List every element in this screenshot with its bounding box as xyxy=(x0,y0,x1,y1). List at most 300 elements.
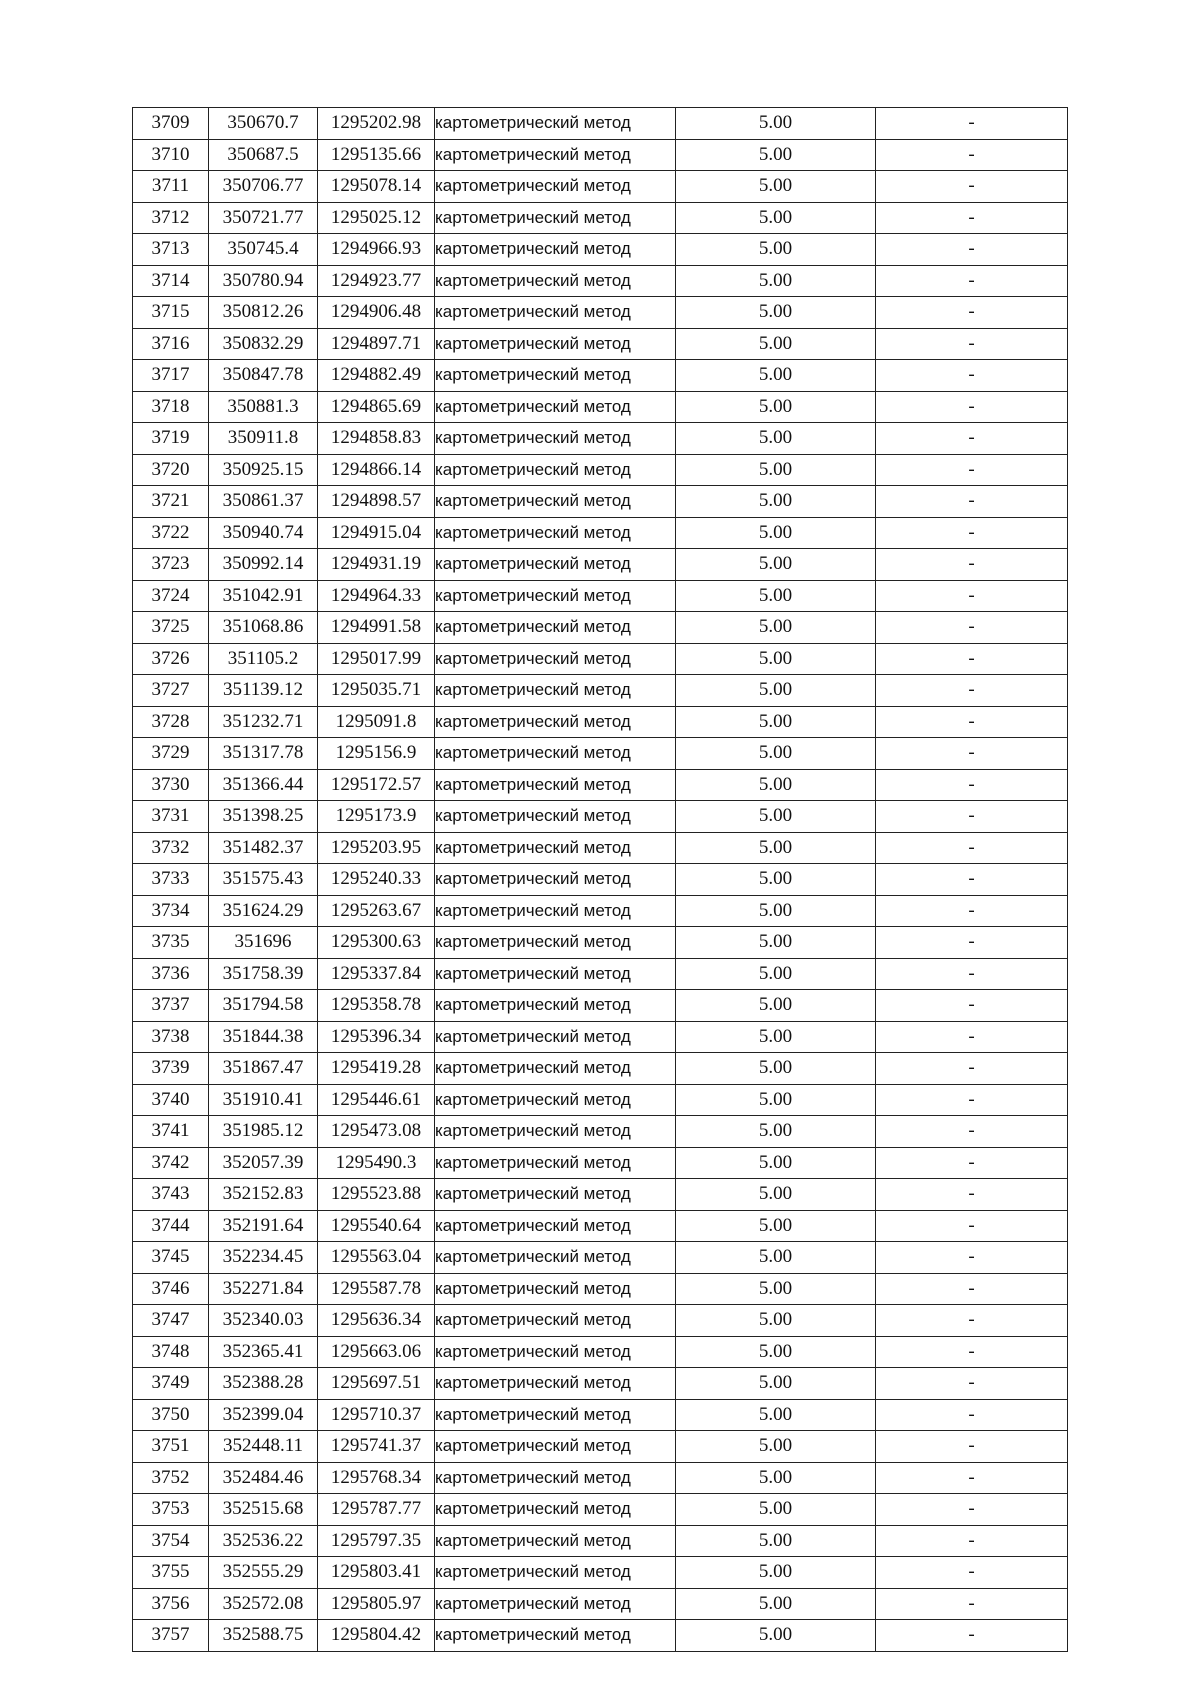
description-cell: - xyxy=(876,328,1068,360)
x-coordinate-cell: 352191.64 xyxy=(209,1210,318,1242)
y-coordinate-cell: 1295710.37 xyxy=(318,1399,435,1431)
accuracy-cell: 5.00 xyxy=(676,202,876,234)
point-number-cell: 3721 xyxy=(133,486,209,518)
method-cell: картометрический метод xyxy=(435,1147,676,1179)
table-row xyxy=(133,454,1068,486)
point-number-cell: 3744 xyxy=(133,1210,209,1242)
accuracy-cell: 5.00 xyxy=(676,1053,876,1085)
y-coordinate-cell: 1295172.57 xyxy=(318,769,435,801)
accuracy-cell: 5.00 xyxy=(676,108,876,140)
method-cell: картометрический метод xyxy=(435,1021,676,1053)
table-row xyxy=(133,1368,1068,1400)
table-row xyxy=(133,1431,1068,1463)
accuracy-cell: 5.00 xyxy=(676,1399,876,1431)
method-cell: картометрический метод xyxy=(435,1525,676,1557)
description-cell: - xyxy=(876,454,1068,486)
point-number-cell: 3716 xyxy=(133,328,209,360)
method-cell: картометрический метод xyxy=(435,1179,676,1211)
point-number-cell: 3755 xyxy=(133,1557,209,1589)
method-cell: картометрический метод xyxy=(435,1273,676,1305)
description-cell: - xyxy=(876,1084,1068,1116)
x-coordinate-cell: 351910.41 xyxy=(209,1084,318,1116)
table-row xyxy=(133,1116,1068,1148)
table-row xyxy=(133,1021,1068,1053)
point-number-cell: 3732 xyxy=(133,832,209,864)
x-coordinate-cell: 351398.25 xyxy=(209,801,318,833)
y-coordinate-cell: 1295803.41 xyxy=(318,1557,435,1589)
y-coordinate-cell: 1295540.64 xyxy=(318,1210,435,1242)
accuracy-cell: 5.00 xyxy=(676,517,876,549)
table-row xyxy=(133,738,1068,770)
point-number-cell: 3724 xyxy=(133,580,209,612)
accuracy-cell: 5.00 xyxy=(676,171,876,203)
y-coordinate-cell: 1295419.28 xyxy=(318,1053,435,1085)
accuracy-cell: 5.00 xyxy=(676,1588,876,1620)
table-row xyxy=(133,108,1068,140)
table-row xyxy=(133,643,1068,675)
accuracy-cell: 5.00 xyxy=(676,832,876,864)
y-coordinate-cell: 1295587.78 xyxy=(318,1273,435,1305)
y-coordinate-cell: 1295805.97 xyxy=(318,1588,435,1620)
description-cell: - xyxy=(876,927,1068,959)
x-coordinate-cell: 350745.4 xyxy=(209,234,318,266)
table-row xyxy=(133,958,1068,990)
method-cell: картометрический метод xyxy=(435,958,676,990)
table-row xyxy=(133,1242,1068,1274)
method-cell: картометрический метод xyxy=(435,927,676,959)
y-coordinate-cell: 1295797.35 xyxy=(318,1525,435,1557)
method-cell: картометрический метод xyxy=(435,675,676,707)
accuracy-cell: 5.00 xyxy=(676,643,876,675)
method-cell: картометрический метод xyxy=(435,265,676,297)
x-coordinate-cell: 350881.3 xyxy=(209,391,318,423)
method-cell: картометрический метод xyxy=(435,234,676,266)
method-cell: картометрический метод xyxy=(435,1336,676,1368)
point-number-cell: 3752 xyxy=(133,1462,209,1494)
description-cell: - xyxy=(876,1336,1068,1368)
table-row xyxy=(133,1588,1068,1620)
method-cell: картометрический метод xyxy=(435,171,676,203)
x-coordinate-cell: 351482.37 xyxy=(209,832,318,864)
description-cell: - xyxy=(876,769,1068,801)
accuracy-cell: 5.00 xyxy=(676,1462,876,1494)
x-coordinate-cell: 351575.43 xyxy=(209,864,318,896)
description-cell: - xyxy=(876,580,1068,612)
table-row xyxy=(133,1147,1068,1179)
y-coordinate-cell: 1295025.12 xyxy=(318,202,435,234)
table-row xyxy=(133,1462,1068,1494)
x-coordinate-cell: 351985.12 xyxy=(209,1116,318,1148)
description-cell: - xyxy=(876,423,1068,455)
description-cell: - xyxy=(876,990,1068,1022)
x-coordinate-cell: 352271.84 xyxy=(209,1273,318,1305)
y-coordinate-cell: 1295636.34 xyxy=(318,1305,435,1337)
description-cell: - xyxy=(876,1242,1068,1274)
x-coordinate-cell: 352588.75 xyxy=(209,1620,318,1652)
description-cell: - xyxy=(876,517,1068,549)
description-cell: - xyxy=(876,612,1068,644)
y-coordinate-cell: 1294923.77 xyxy=(318,265,435,297)
point-number-cell: 3731 xyxy=(133,801,209,833)
description-cell: - xyxy=(876,108,1068,140)
x-coordinate-cell: 351758.39 xyxy=(209,958,318,990)
table-row xyxy=(133,1273,1068,1305)
accuracy-cell: 5.00 xyxy=(676,486,876,518)
x-coordinate-cell: 350940.74 xyxy=(209,517,318,549)
description-cell: - xyxy=(876,706,1068,738)
accuracy-cell: 5.00 xyxy=(676,958,876,990)
accuracy-cell: 5.00 xyxy=(676,580,876,612)
method-cell: картометрический метод xyxy=(435,738,676,770)
point-number-cell: 3735 xyxy=(133,927,209,959)
x-coordinate-cell: 350861.37 xyxy=(209,486,318,518)
method-cell: картометрический метод xyxy=(435,1305,676,1337)
table-row xyxy=(133,1557,1068,1589)
x-coordinate-cell: 350911.8 xyxy=(209,423,318,455)
accuracy-cell: 5.00 xyxy=(676,1210,876,1242)
y-coordinate-cell: 1295337.84 xyxy=(318,958,435,990)
point-number-cell: 3736 xyxy=(133,958,209,990)
description-cell: - xyxy=(876,265,1068,297)
method-cell: картометрический метод xyxy=(435,139,676,171)
description-cell: - xyxy=(876,549,1068,581)
x-coordinate-cell: 352555.29 xyxy=(209,1557,318,1589)
table-row xyxy=(133,391,1068,423)
description-cell: - xyxy=(876,1210,1068,1242)
description-cell: - xyxy=(876,1305,1068,1337)
description-cell: - xyxy=(876,801,1068,833)
point-number-cell: 3725 xyxy=(133,612,209,644)
description-cell: - xyxy=(876,139,1068,171)
table-row xyxy=(133,927,1068,959)
point-number-cell: 3737 xyxy=(133,990,209,1022)
x-coordinate-cell: 352057.39 xyxy=(209,1147,318,1179)
point-number-cell: 3714 xyxy=(133,265,209,297)
description-cell: - xyxy=(876,675,1068,707)
description-cell: - xyxy=(876,1557,1068,1589)
description-cell: - xyxy=(876,1147,1068,1179)
x-coordinate-cell: 350687.5 xyxy=(209,139,318,171)
method-cell: картометрический метод xyxy=(435,612,676,644)
coordinates-table xyxy=(132,107,1068,1652)
table-row xyxy=(133,612,1068,644)
method-cell: картометрический метод xyxy=(435,108,676,140)
method-cell: картометрический метод xyxy=(435,1399,676,1431)
accuracy-cell: 5.00 xyxy=(676,1242,876,1274)
point-number-cell: 3717 xyxy=(133,360,209,392)
table-row xyxy=(133,706,1068,738)
table-row xyxy=(133,864,1068,896)
y-coordinate-cell: 1295523.88 xyxy=(318,1179,435,1211)
point-number-cell: 3720 xyxy=(133,454,209,486)
method-cell: картометрический метод xyxy=(435,1116,676,1148)
accuracy-cell: 5.00 xyxy=(676,675,876,707)
accuracy-cell: 5.00 xyxy=(676,1179,876,1211)
description-cell: - xyxy=(876,1620,1068,1652)
point-number-cell: 3743 xyxy=(133,1179,209,1211)
description-cell: - xyxy=(876,1431,1068,1463)
x-coordinate-cell: 352484.46 xyxy=(209,1462,318,1494)
description-cell: - xyxy=(876,391,1068,423)
accuracy-cell: 5.00 xyxy=(676,990,876,1022)
table-row xyxy=(133,1620,1068,1652)
x-coordinate-cell: 352448.11 xyxy=(209,1431,318,1463)
coordinates-table-body xyxy=(133,108,1068,1652)
accuracy-cell: 5.00 xyxy=(676,927,876,959)
point-number-cell: 3745 xyxy=(133,1242,209,1274)
y-coordinate-cell: 1295203.95 xyxy=(318,832,435,864)
description-cell: - xyxy=(876,171,1068,203)
method-cell: картометрический метод xyxy=(435,801,676,833)
point-number-cell: 3734 xyxy=(133,895,209,927)
y-coordinate-cell: 1295787.77 xyxy=(318,1494,435,1526)
x-coordinate-cell: 350847.78 xyxy=(209,360,318,392)
description-cell: - xyxy=(876,1021,1068,1053)
x-coordinate-cell: 350706.77 xyxy=(209,171,318,203)
method-cell: картометрический метод xyxy=(435,1588,676,1620)
accuracy-cell: 5.00 xyxy=(676,706,876,738)
table-row xyxy=(133,990,1068,1022)
y-coordinate-cell: 1295156.9 xyxy=(318,738,435,770)
y-coordinate-cell: 1294866.14 xyxy=(318,454,435,486)
x-coordinate-cell: 351105.2 xyxy=(209,643,318,675)
x-coordinate-cell: 352388.28 xyxy=(209,1368,318,1400)
table-row xyxy=(133,1525,1068,1557)
table-row xyxy=(133,1210,1068,1242)
x-coordinate-cell: 350992.14 xyxy=(209,549,318,581)
accuracy-cell: 5.00 xyxy=(676,139,876,171)
method-cell: картометрический метод xyxy=(435,643,676,675)
description-cell: - xyxy=(876,202,1068,234)
description-cell: - xyxy=(876,1368,1068,1400)
table-row xyxy=(133,486,1068,518)
accuracy-cell: 5.00 xyxy=(676,1368,876,1400)
point-number-cell: 3733 xyxy=(133,864,209,896)
method-cell: картометрический метод xyxy=(435,1242,676,1274)
accuracy-cell: 5.00 xyxy=(676,360,876,392)
method-cell: картометрический метод xyxy=(435,360,676,392)
y-coordinate-cell: 1295396.34 xyxy=(318,1021,435,1053)
method-cell: картометрический метод xyxy=(435,990,676,1022)
y-coordinate-cell: 1294964.33 xyxy=(318,580,435,612)
point-number-cell: 3730 xyxy=(133,769,209,801)
x-coordinate-cell: 352572.08 xyxy=(209,1588,318,1620)
point-number-cell: 3723 xyxy=(133,549,209,581)
accuracy-cell: 5.00 xyxy=(676,612,876,644)
description-cell: - xyxy=(876,1525,1068,1557)
point-number-cell: 3751 xyxy=(133,1431,209,1463)
method-cell: картометрический метод xyxy=(435,769,676,801)
point-number-cell: 3719 xyxy=(133,423,209,455)
description-cell: - xyxy=(876,297,1068,329)
description-cell: - xyxy=(876,1053,1068,1085)
y-coordinate-cell: 1295563.04 xyxy=(318,1242,435,1274)
point-number-cell: 3729 xyxy=(133,738,209,770)
x-coordinate-cell: 352536.22 xyxy=(209,1525,318,1557)
description-cell: - xyxy=(876,1494,1068,1526)
method-cell: картометрический метод xyxy=(435,297,676,329)
y-coordinate-cell: 1295017.99 xyxy=(318,643,435,675)
table-row xyxy=(133,1084,1068,1116)
y-coordinate-cell: 1295035.71 xyxy=(318,675,435,707)
x-coordinate-cell: 350780.94 xyxy=(209,265,318,297)
x-coordinate-cell: 352340.03 xyxy=(209,1305,318,1337)
accuracy-cell: 5.00 xyxy=(676,801,876,833)
method-cell: картометрический метод xyxy=(435,895,676,927)
accuracy-cell: 5.00 xyxy=(676,391,876,423)
x-coordinate-cell: 351042.91 xyxy=(209,580,318,612)
description-cell: - xyxy=(876,1588,1068,1620)
table-row xyxy=(133,580,1068,612)
y-coordinate-cell: 1294882.49 xyxy=(318,360,435,392)
point-number-cell: 3728 xyxy=(133,706,209,738)
point-number-cell: 3747 xyxy=(133,1305,209,1337)
x-coordinate-cell: 350812.26 xyxy=(209,297,318,329)
point-number-cell: 3748 xyxy=(133,1336,209,1368)
table-row xyxy=(133,1336,1068,1368)
point-number-cell: 3715 xyxy=(133,297,209,329)
y-coordinate-cell: 1295263.67 xyxy=(318,895,435,927)
x-coordinate-cell: 351696 xyxy=(209,927,318,959)
table-row xyxy=(133,549,1068,581)
point-number-cell: 3757 xyxy=(133,1620,209,1652)
table-row xyxy=(133,297,1068,329)
y-coordinate-cell: 1295697.51 xyxy=(318,1368,435,1400)
accuracy-cell: 5.00 xyxy=(676,234,876,266)
point-number-cell: 3750 xyxy=(133,1399,209,1431)
method-cell: картометрический метод xyxy=(435,1620,676,1652)
table-row xyxy=(133,517,1068,549)
y-coordinate-cell: 1294858.83 xyxy=(318,423,435,455)
x-coordinate-cell: 350721.77 xyxy=(209,202,318,234)
table-row xyxy=(133,139,1068,171)
accuracy-cell: 5.00 xyxy=(676,1494,876,1526)
accuracy-cell: 5.00 xyxy=(676,1021,876,1053)
method-cell: картометрический метод xyxy=(435,1210,676,1242)
x-coordinate-cell: 351139.12 xyxy=(209,675,318,707)
description-cell: - xyxy=(876,1179,1068,1211)
y-coordinate-cell: 1295741.37 xyxy=(318,1431,435,1463)
table-row xyxy=(133,675,1068,707)
y-coordinate-cell: 1295300.63 xyxy=(318,927,435,959)
x-coordinate-cell: 350670.7 xyxy=(209,108,318,140)
description-cell: - xyxy=(876,643,1068,675)
accuracy-cell: 5.00 xyxy=(676,1525,876,1557)
point-number-cell: 3711 xyxy=(133,171,209,203)
accuracy-cell: 5.00 xyxy=(676,549,876,581)
method-cell: картометрический метод xyxy=(435,1557,676,1589)
x-coordinate-cell: 351068.86 xyxy=(209,612,318,644)
method-cell: картометрический метод xyxy=(435,328,676,360)
point-number-cell: 3722 xyxy=(133,517,209,549)
description-cell: - xyxy=(876,895,1068,927)
y-coordinate-cell: 1294897.71 xyxy=(318,328,435,360)
table-row xyxy=(133,832,1068,864)
point-number-cell: 3756 xyxy=(133,1588,209,1620)
description-cell: - xyxy=(876,1116,1068,1148)
method-cell: картометрический метод xyxy=(435,549,676,581)
method-cell: картометрический метод xyxy=(435,423,676,455)
x-coordinate-cell: 352515.68 xyxy=(209,1494,318,1526)
accuracy-cell: 5.00 xyxy=(676,1431,876,1463)
point-number-cell: 3738 xyxy=(133,1021,209,1053)
y-coordinate-cell: 1294865.69 xyxy=(318,391,435,423)
y-coordinate-cell: 1294906.48 xyxy=(318,297,435,329)
table-row xyxy=(133,265,1068,297)
point-number-cell: 3741 xyxy=(133,1116,209,1148)
y-coordinate-cell: 1294991.58 xyxy=(318,612,435,644)
description-cell: - xyxy=(876,738,1068,770)
point-number-cell: 3749 xyxy=(133,1368,209,1400)
y-coordinate-cell: 1294931.19 xyxy=(318,549,435,581)
accuracy-cell: 5.00 xyxy=(676,1084,876,1116)
accuracy-cell: 5.00 xyxy=(676,1273,876,1305)
description-cell: - xyxy=(876,832,1068,864)
point-number-cell: 3710 xyxy=(133,139,209,171)
table-row xyxy=(133,1399,1068,1431)
description-cell: - xyxy=(876,864,1068,896)
y-coordinate-cell: 1295490.3 xyxy=(318,1147,435,1179)
method-cell: картометрический метод xyxy=(435,1494,676,1526)
y-coordinate-cell: 1295804.42 xyxy=(318,1620,435,1652)
point-number-cell: 3746 xyxy=(133,1273,209,1305)
table-row xyxy=(133,801,1068,833)
description-cell: - xyxy=(876,1399,1068,1431)
method-cell: картометрический метод xyxy=(435,1368,676,1400)
x-coordinate-cell: 351794.58 xyxy=(209,990,318,1022)
point-number-cell: 3742 xyxy=(133,1147,209,1179)
table-row xyxy=(133,423,1068,455)
x-coordinate-cell: 352152.83 xyxy=(209,1179,318,1211)
table-row xyxy=(133,328,1068,360)
method-cell: картометрический метод xyxy=(435,864,676,896)
description-cell: - xyxy=(876,360,1068,392)
accuracy-cell: 5.00 xyxy=(676,297,876,329)
table-row xyxy=(133,1179,1068,1211)
method-cell: картометрический метод xyxy=(435,1053,676,1085)
y-coordinate-cell: 1295473.08 xyxy=(318,1116,435,1148)
accuracy-cell: 5.00 xyxy=(676,1620,876,1652)
y-coordinate-cell: 1295446.61 xyxy=(318,1084,435,1116)
accuracy-cell: 5.00 xyxy=(676,1557,876,1589)
y-coordinate-cell: 1295135.66 xyxy=(318,139,435,171)
x-coordinate-cell: 352365.41 xyxy=(209,1336,318,1368)
x-coordinate-cell: 350925.15 xyxy=(209,454,318,486)
table-row xyxy=(133,895,1068,927)
x-coordinate-cell: 352234.45 xyxy=(209,1242,318,1274)
description-cell: - xyxy=(876,958,1068,990)
x-coordinate-cell: 351366.44 xyxy=(209,769,318,801)
table-row xyxy=(133,234,1068,266)
accuracy-cell: 5.00 xyxy=(676,895,876,927)
table-row xyxy=(133,360,1068,392)
x-coordinate-cell: 351624.29 xyxy=(209,895,318,927)
accuracy-cell: 5.00 xyxy=(676,738,876,770)
y-coordinate-cell: 1294898.57 xyxy=(318,486,435,518)
description-cell: - xyxy=(876,234,1068,266)
table-row xyxy=(133,769,1068,801)
accuracy-cell: 5.00 xyxy=(676,1336,876,1368)
method-cell: картометрический метод xyxy=(435,1431,676,1463)
method-cell: картометрический метод xyxy=(435,1084,676,1116)
x-coordinate-cell: 352399.04 xyxy=(209,1399,318,1431)
point-number-cell: 3712 xyxy=(133,202,209,234)
x-coordinate-cell: 351317.78 xyxy=(209,738,318,770)
accuracy-cell: 5.00 xyxy=(676,769,876,801)
y-coordinate-cell: 1295078.14 xyxy=(318,171,435,203)
accuracy-cell: 5.00 xyxy=(676,328,876,360)
method-cell: картометрический метод xyxy=(435,1462,676,1494)
